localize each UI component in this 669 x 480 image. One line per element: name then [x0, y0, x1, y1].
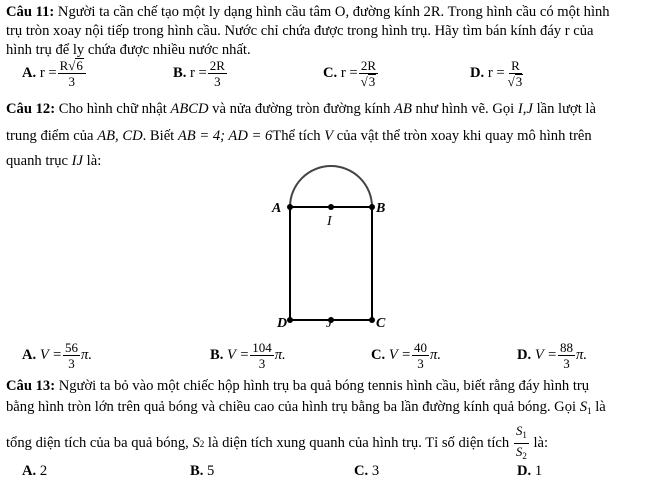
fraction: $\frac{88}{3}$	[560, 340, 574, 371]
point-d	[287, 317, 293, 323]
q12-option-d[interactable]: D. V = $\frac{88}{3}$ π.	[517, 340, 587, 371]
q13-option-d[interactable]: D. 1	[517, 463, 543, 479]
ratio-fraction: $\frac{S_1}{S_2}$	[515, 423, 527, 461]
q13-option-b[interactable]: B. 5	[190, 463, 215, 479]
label-c: C	[376, 316, 386, 331]
q11-text-2: trụ tròn xoay nội tiếp trong hình cầu. Nước chỉ chứa được trong hình trụ. Hãy tìm bán kính đáy r của	[6, 23, 594, 39]
fraction: R √ 6 3	[58, 58, 86, 89]
fraction: $\frac{56}{3}$	[65, 340, 79, 371]
q12-figure	[260, 165, 400, 335]
q13-line-3: tổng diện tích của ba quả bóng, S 2 là diện tích xung quanh của hình trụ. Tỉ số diện tích $\frac{S_1}{S_2}$ là:	[6, 423, 548, 464]
q13-line-1: Câu 13: Người ta bỏ vào một chiếc hộp hình trụ ba quả bóng tennis hình cầu, biết rằng đáy hình trụ	[6, 378, 590, 394]
q12-label: Câu 12:	[6, 101, 56, 117]
fraction: 2R √ 3	[360, 58, 377, 89]
q13-line-2: bằng hình tròn lớn trên quả bóng và chiều cao của hình trụ bằng ba lần đường kính quả bóng. Gọi $S_1$ là	[6, 399, 606, 416]
q13-option-a[interactable]: A. 2	[22, 463, 48, 479]
q11-option-d[interactable]: D. r = R √ 3	[470, 58, 526, 89]
q12-line-3: quanh trục IJ là:	[6, 153, 102, 169]
fraction: $\frac{104}{3}$	[252, 340, 272, 371]
point-b	[369, 204, 375, 210]
label-b: B	[376, 201, 386, 216]
q11-text-3: hình trụ để ly chứa được nhiều nước nhất.	[6, 42, 251, 58]
label-d: D	[277, 316, 288, 331]
q12-line-1: Câu 12: Cho hình chữ nhật ABCD và nửa đường tròn đường kính AB như hình vẽ. Gọi I,J lần lượt là	[6, 101, 596, 117]
q12-option-a[interactable]: A. V = $\frac{56}{3}$ π.	[22, 340, 92, 371]
q11-option-a[interactable]: A. r = R √ 6 3	[22, 58, 87, 89]
q11-line-1	[6, 4, 610, 21]
label-i: I	[327, 214, 332, 229]
q12-line-2: trung điểm của AB, CD. Biết AB = 4; AD = 6Thể tích V của vật thể tròn xoay khi quay mô hình trên	[6, 128, 592, 144]
q11-option-b[interactable]: B. r = $\frac{2R}{3}$	[173, 58, 225, 89]
q12-option-c[interactable]: C. V = $\frac{40}{3}$ π.	[371, 340, 441, 371]
q11-text-1: Người ta cần chế tạo một ly dạng hình cầu tâm O, đường kính 2R. Trong hình cầu có một hình	[57, 4, 610, 20]
option-letter: A.	[22, 65, 37, 81]
point-c	[369, 317, 375, 323]
fraction: R √ 3	[507, 58, 523, 89]
point-a	[287, 204, 293, 210]
label-j: J	[326, 316, 333, 331]
q13-label: Câu 13:	[6, 378, 56, 394]
q12-option-b[interactable]: B. V = $\frac{104}{3}$ π.	[210, 340, 286, 371]
label-a: A	[272, 201, 282, 216]
point-i	[328, 204, 334, 210]
fraction: $\frac{2R}{3}$	[209, 58, 225, 89]
q11-option-c[interactable]: C. r = 2R √ 3	[323, 58, 379, 89]
fraction: $\frac{40}{3}$	[414, 340, 428, 371]
semicircle-arc	[290, 166, 372, 207]
q13-option-c[interactable]: C. 3	[354, 463, 380, 479]
q11-label: Câu 11:	[6, 4, 55, 20]
